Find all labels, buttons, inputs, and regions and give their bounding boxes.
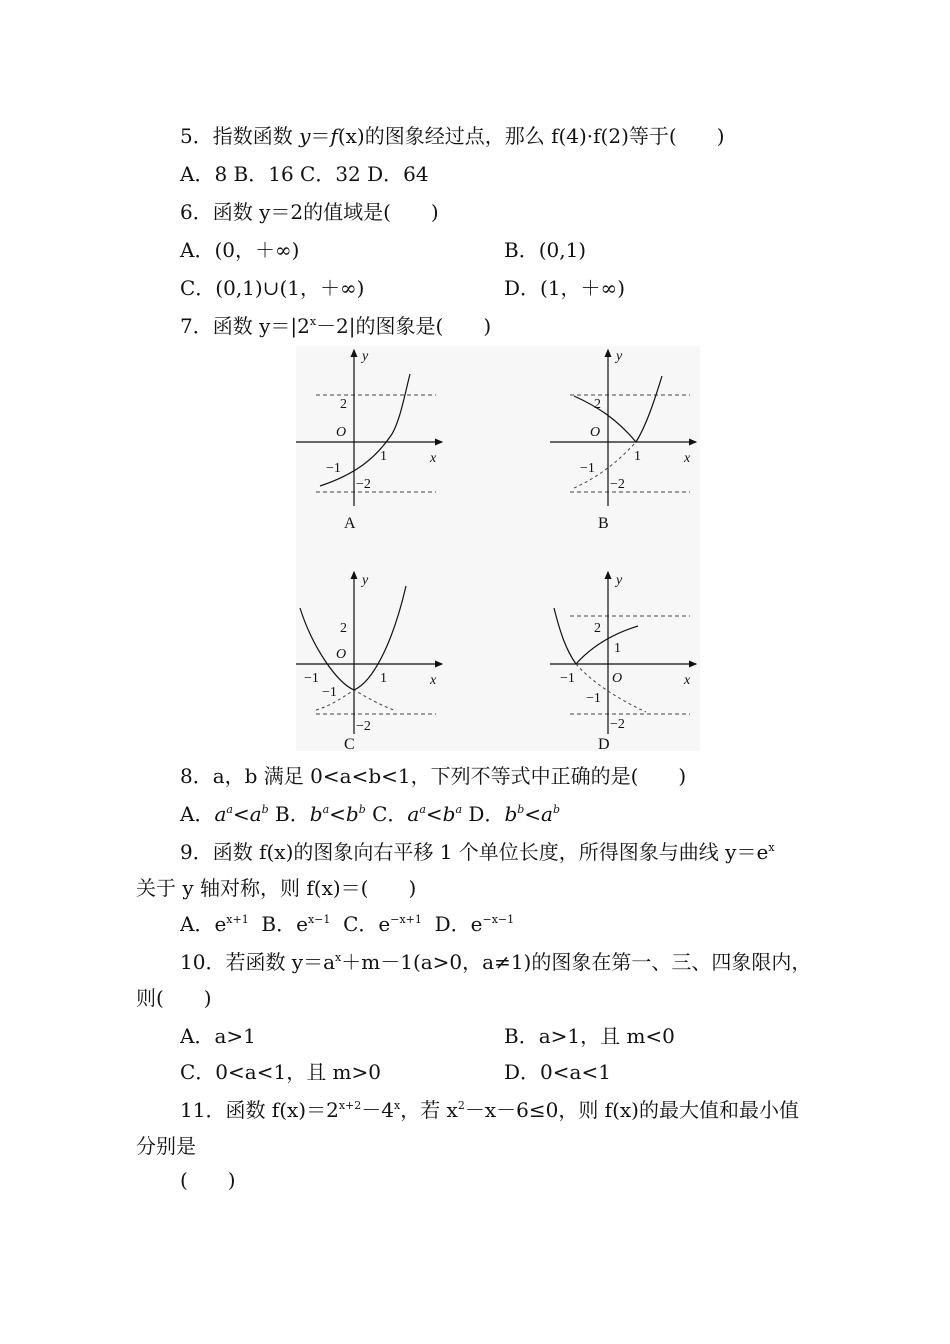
- q8-options: A．$a^a<a^b$ B．$b^a<b^b$ C．$a^a<b^a$ D．$b^b<a^b$: [180, 802, 561, 826]
- graph-b-y-label: y: [616, 349, 623, 364]
- q9-stem-line2: 关于 y 轴对称，则 f(x)＝( ): [136, 876, 417, 900]
- graph-b-tick-m2: −2: [610, 477, 625, 492]
- q10-option-d: D．0<a<1: [504, 1060, 611, 1084]
- graph-b-label: B: [598, 515, 609, 532]
- q5-options: A．8 B．16 C．32 D．64: [180, 162, 429, 186]
- graph-a-y-label: y: [362, 349, 369, 364]
- q11-answer-blank: ( ): [180, 1168, 236, 1192]
- graph-c-origin: O: [336, 647, 347, 662]
- q6-option-c: C．(0,1)∪(1，＋∞): [180, 276, 365, 300]
- graph-b-tick-m1: −1: [580, 461, 595, 476]
- graph-d-tick-m1y: −1: [586, 691, 601, 706]
- graph-d-tick-2: 2: [594, 621, 601, 636]
- graph-d-tick-m2: −2: [610, 717, 625, 732]
- q5-stem: 5．指数函数 y＝f(x)的图象经过点，那么 f(4)·f(2)等于( ): [180, 124, 725, 148]
- q11-stem-line2: 分别是: [136, 1134, 196, 1158]
- graph-d-curve-right: [576, 626, 638, 664]
- graph-c-tick-1: 1: [380, 671, 387, 686]
- graph-a-tick-m1: −1: [326, 461, 341, 476]
- q10-stem-line1: 10．若函数 $y=a^x+m-1(a>0$，a≠1)的图象在第一、三、四象限内，: [180, 950, 812, 974]
- graph-c-tick-m1y: −1: [322, 685, 337, 700]
- graph-b-x-label: x: [684, 451, 691, 466]
- graph-a-x-label: x: [430, 451, 437, 466]
- q10-option-a: A．a>1: [180, 1024, 256, 1048]
- q6-option-b: B．(0,1): [504, 238, 587, 262]
- q6-stem: 6．函数 y＝2的值域是( ): [180, 200, 439, 224]
- graph-b-curve-left: [574, 396, 636, 442]
- graph-c: [296, 572, 442, 751]
- q10-option-b: B．a>1，且 m<0: [504, 1024, 675, 1048]
- q7-graphs-svg: [296, 346, 700, 751]
- graph-c-tick-m2: −2: [356, 719, 371, 734]
- graph-d-label: D: [598, 736, 610, 751]
- graph-b: [550, 349, 696, 532]
- graph-c-y-label: y: [362, 573, 369, 588]
- graph-a-tick-2: 2: [340, 397, 347, 412]
- q8-stem: 8．a，b 满足 0<a<b<1，下列不等式中正确的是( ): [180, 764, 687, 788]
- graph-a-label: A: [344, 515, 356, 532]
- graph-c-label: C: [344, 736, 355, 751]
- graph-d-origin: O: [612, 671, 623, 686]
- q10-option-c: C．0<a<1，且 m>0: [180, 1060, 381, 1084]
- q6-option-a: A．(0，＋∞): [180, 238, 300, 262]
- graph-a: [296, 349, 442, 532]
- graph-b-tick-2: 2: [594, 397, 601, 412]
- graph-b-curve-right: [636, 376, 662, 442]
- q9-stem-line1: 9．函数 f(x)的图象向右平移 1 个单位长度，所得图象与曲线 $y=e^x$: [180, 840, 775, 864]
- graph-d-tick-1: 1: [614, 641, 621, 656]
- q7-stem: 7．函数 $y=|2^x-2|$的图象是( ): [180, 314, 492, 338]
- graph-d-y-label: y: [616, 573, 623, 588]
- q6-option-d: D．(1，＋∞): [504, 276, 626, 300]
- graph-c-tick-m1x: −1: [304, 671, 319, 686]
- graph-c-tick-2: 2: [340, 621, 347, 636]
- graph-b-tick-1: 1: [634, 449, 641, 464]
- q9-options: A．$e^{x+1}$ B．$e^{x-1}$ C．$e^{-x+1}$ D．$e^{-x-1}$: [180, 912, 515, 936]
- q7-figure: [296, 346, 700, 751]
- graph-d-x-label: x: [684, 673, 691, 688]
- graph-a-origin: O: [336, 425, 347, 440]
- graph-d-tick-m1x: −1: [560, 671, 575, 686]
- q11-stem-line1: 11．函数 $f(x)=2^{x+2}-4^x$，若 $x^2-x-6\le 0$，则 f(x)的最大值和最小值: [180, 1098, 799, 1122]
- graph-b-origin: O: [590, 425, 601, 440]
- graph-d: [550, 572, 696, 751]
- graph-a-tick-1: 1: [380, 449, 387, 464]
- q10-stem-line2: 则( ): [136, 986, 212, 1010]
- graph-a-tick-m2: −2: [356, 477, 371, 492]
- graph-c-x-label: x: [430, 673, 437, 688]
